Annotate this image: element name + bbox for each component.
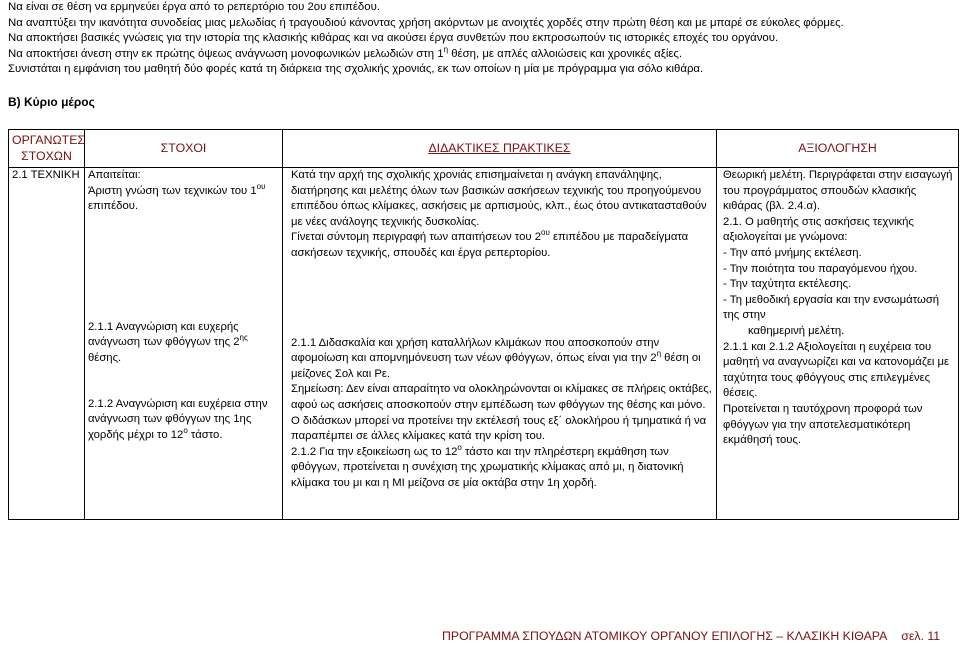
intro-line	[8, 44, 958, 63]
intro-line: Να αποκτήσει βασικές γνώσεις για την ιστορία της κλασικής κιθάρας και να ακούσει έργα συνθετών που εκπροσωπούν τις ιστορικές εποχές του οργάνου.	[8, 32, 779, 45]
goals-cell	[85, 168, 283, 520]
header-goals: ΣΤΟΧΟΙ	[85, 130, 283, 168]
assessment-text: 2.1.1 και 2.1.2 Αξιολογείται η ευχέρεια του μαθητή να αναγνωρίζει και να κατονομάζει με ταχύτητα τους φθόγγους στις επιλεγμένες θέσεις.	[723, 340, 950, 400]
table-header-row	[9, 130, 959, 168]
assessment-text: καθημερινή μελέτη.	[748, 324, 845, 337]
header-practices: ΔΙΔΑΚΤΙΚΕΣ ΠΡΑΚΤΙΚΕΣ	[283, 130, 717, 168]
intro-line-text: θέση, με απλές αλλοιώσεις και χρονικές αξίες.	[448, 47, 683, 60]
header-axes: ΟΡΓΑΝΩΤΕΣ ΣΤΟΧΩΝ	[9, 130, 85, 168]
axis-cell: 2.1 ΤΕΧΝΙΚΗ	[9, 168, 85, 520]
practice-note: Σημείωση: Δεν είναι απαραίτητο να ολοκληρώνονται οι κλίμακες σε πλήρεις οκτάβες, αφού ως ασκήσεις αποσκοπούν στην εμπέδωση των φθόγγων της θέσης και μόνο. Ο διδάσκων μπορεί να προτείνει την εκτέλεσή τους εξ΄ ολοκλήρου ή τμηματικά ή να παραπέμπει σε άλλες κλίμακες κατά την κρίση του.	[291, 383, 712, 443]
practice-text: Κατά την αρχή της σχολικής χρονιάς επισημαίνεται η ανάγκη επανάληψης, διατήρησης και μελέτης όλων των βασικών ασκήσεων τεχνικής του προηγούμενου επιπέδου όπως κλίμακες, ασκήσεις με αρπισμούς, κλπ., έως ότου αντικατασταθούν με νέες ανάλογης τεχνικής δυσκολίας.	[291, 169, 707, 228]
goal-2-1-1: 2.1.1 Αναγνώριση και ευχερής ανάγνωση των φθόγγων της $2^{\eta\varsigma}$ θέσης.	[88, 320, 248, 364]
assessment-text: - Την από μνήμης εκτέλεση.	[723, 246, 862, 259]
goal-text: Άριστη γνώση των τεχνικών του $1^{o\upsilon}$ επιπέδου.	[88, 181, 266, 213]
practice-2-1-1: 2.1.1 Διδασκαλία και χρήση καταλλήλων κλιμάκων που αποσκοπούν στην αφομοίωση και απομνημόνευση των νέων φθόγγων, όπως είναι για την $2^\eta$ θέση οι μείζονες Σολ και Ρε.	[291, 336, 701, 380]
intro-line: Συνιστάται η εμφάνιση του μαθητή δύο φορές κατά τη διάρκεια της σχολικής χρονιάς, εκ των οποίων η μία με πρόγραμμα για σόλο κιθάρα.	[8, 63, 704, 76]
practice-2-1-2: 2.1.2 Για την εξοικείωση ως το $12^o$ τάστο και την πληρέστερη εκμάθηση των φθόγγων, προτείνεται η συνέχιση της χρωματικής κλίμακας από μι, η διατονική κλίμακα του μι και η ΜΙ μείζονα σε μία οκτάβα στην 1η χορδή.	[291, 442, 684, 489]
assessment-text: 2.1. Ο μαθητής στις ασκήσεις τεχνικής αξιολογείται με γνώμονα:	[723, 215, 914, 244]
page-footer	[442, 629, 940, 643]
intro-line-text: Να αποκτήσει άνεση στην εκ πρώτης όψεως ανάγνωση μονοφωνικών μελωδιών στη 1	[8, 47, 444, 60]
section-title: Β) Κύριο μέρος	[8, 95, 95, 109]
goal-2-1-2: 2.1.2 Αναγνώριση και ευχέρεια στην ανάγνωση των φθόγγων της 1ης χορδής μέχρι το $12^o$ τάστο.	[88, 397, 268, 441]
practices-cell	[283, 168, 717, 520]
assessment-text: Προτείνεται η ταυτόχρονη προφορά των φθόγγων για την αποτελεσματικότερη εκμάθησή τους.	[723, 402, 923, 447]
table-row	[9, 168, 959, 520]
assessment-text: - Τη μεθοδική εργασία και την ενσωμάτωσή της στην	[723, 293, 940, 322]
page-number: σελ. 11	[901, 629, 941, 643]
curriculum-table	[8, 129, 959, 520]
footer-title: ΠΡΟΓΡΑΜΜΑ ΣΠΟΥΔΩΝ ΑΤΟΜΙΚΟΥ ΟΡΓΑΝΟΥ ΕΠΙΛΟΓΗΣ – ΚΛΑΣΙΚΗ ΚΙΘΑΡΑ	[442, 629, 888, 643]
goal-text: Απαιτείται:	[88, 169, 141, 181]
header-assessment: ΑΞΙΟΛΟΓΗΣΗ	[717, 130, 959, 168]
practice-text: Γίνεται σύντομη περιγραφή των απαιτήσεων του $2^{o\upsilon}$ επιπέδου με παραδείγματα ασκήσεων τεχνικής, σπουδές και έργα ρεπερτορίου.	[291, 228, 689, 259]
assessment-text: - Την ποιότητα του παραγόμενου ήχου.	[723, 262, 918, 275]
intro-paragraphs	[8, 0, 958, 78]
intro-line: Να είναι σε θέση να ερμηνεύει έργα από το ρεπερτόριο του 2ου επιπέδου.	[8, 1, 380, 13]
assessment-text: - Την ταχύτητα εκτέλεσης.	[723, 278, 852, 291]
assessment-text: Θεωρική μελέτη. Περιγράφεται στην εισαγωγή του προγράμματος σπουδών κλασικής κιθάρας (βλ. 2.4.α).	[723, 169, 953, 213]
superscript: η	[443, 44, 449, 54]
intro-line: Να αναπτύξει την ικανότητα συνοδείας μιας μελωδίας ή τραγουδιού κάνοντας χρήση ακόρντων με ανοιχτές χορδές στην πρώτη θέση και με μπαρέ σε εύκολες φόρμες.	[8, 16, 844, 29]
assessment-cell	[717, 168, 959, 520]
